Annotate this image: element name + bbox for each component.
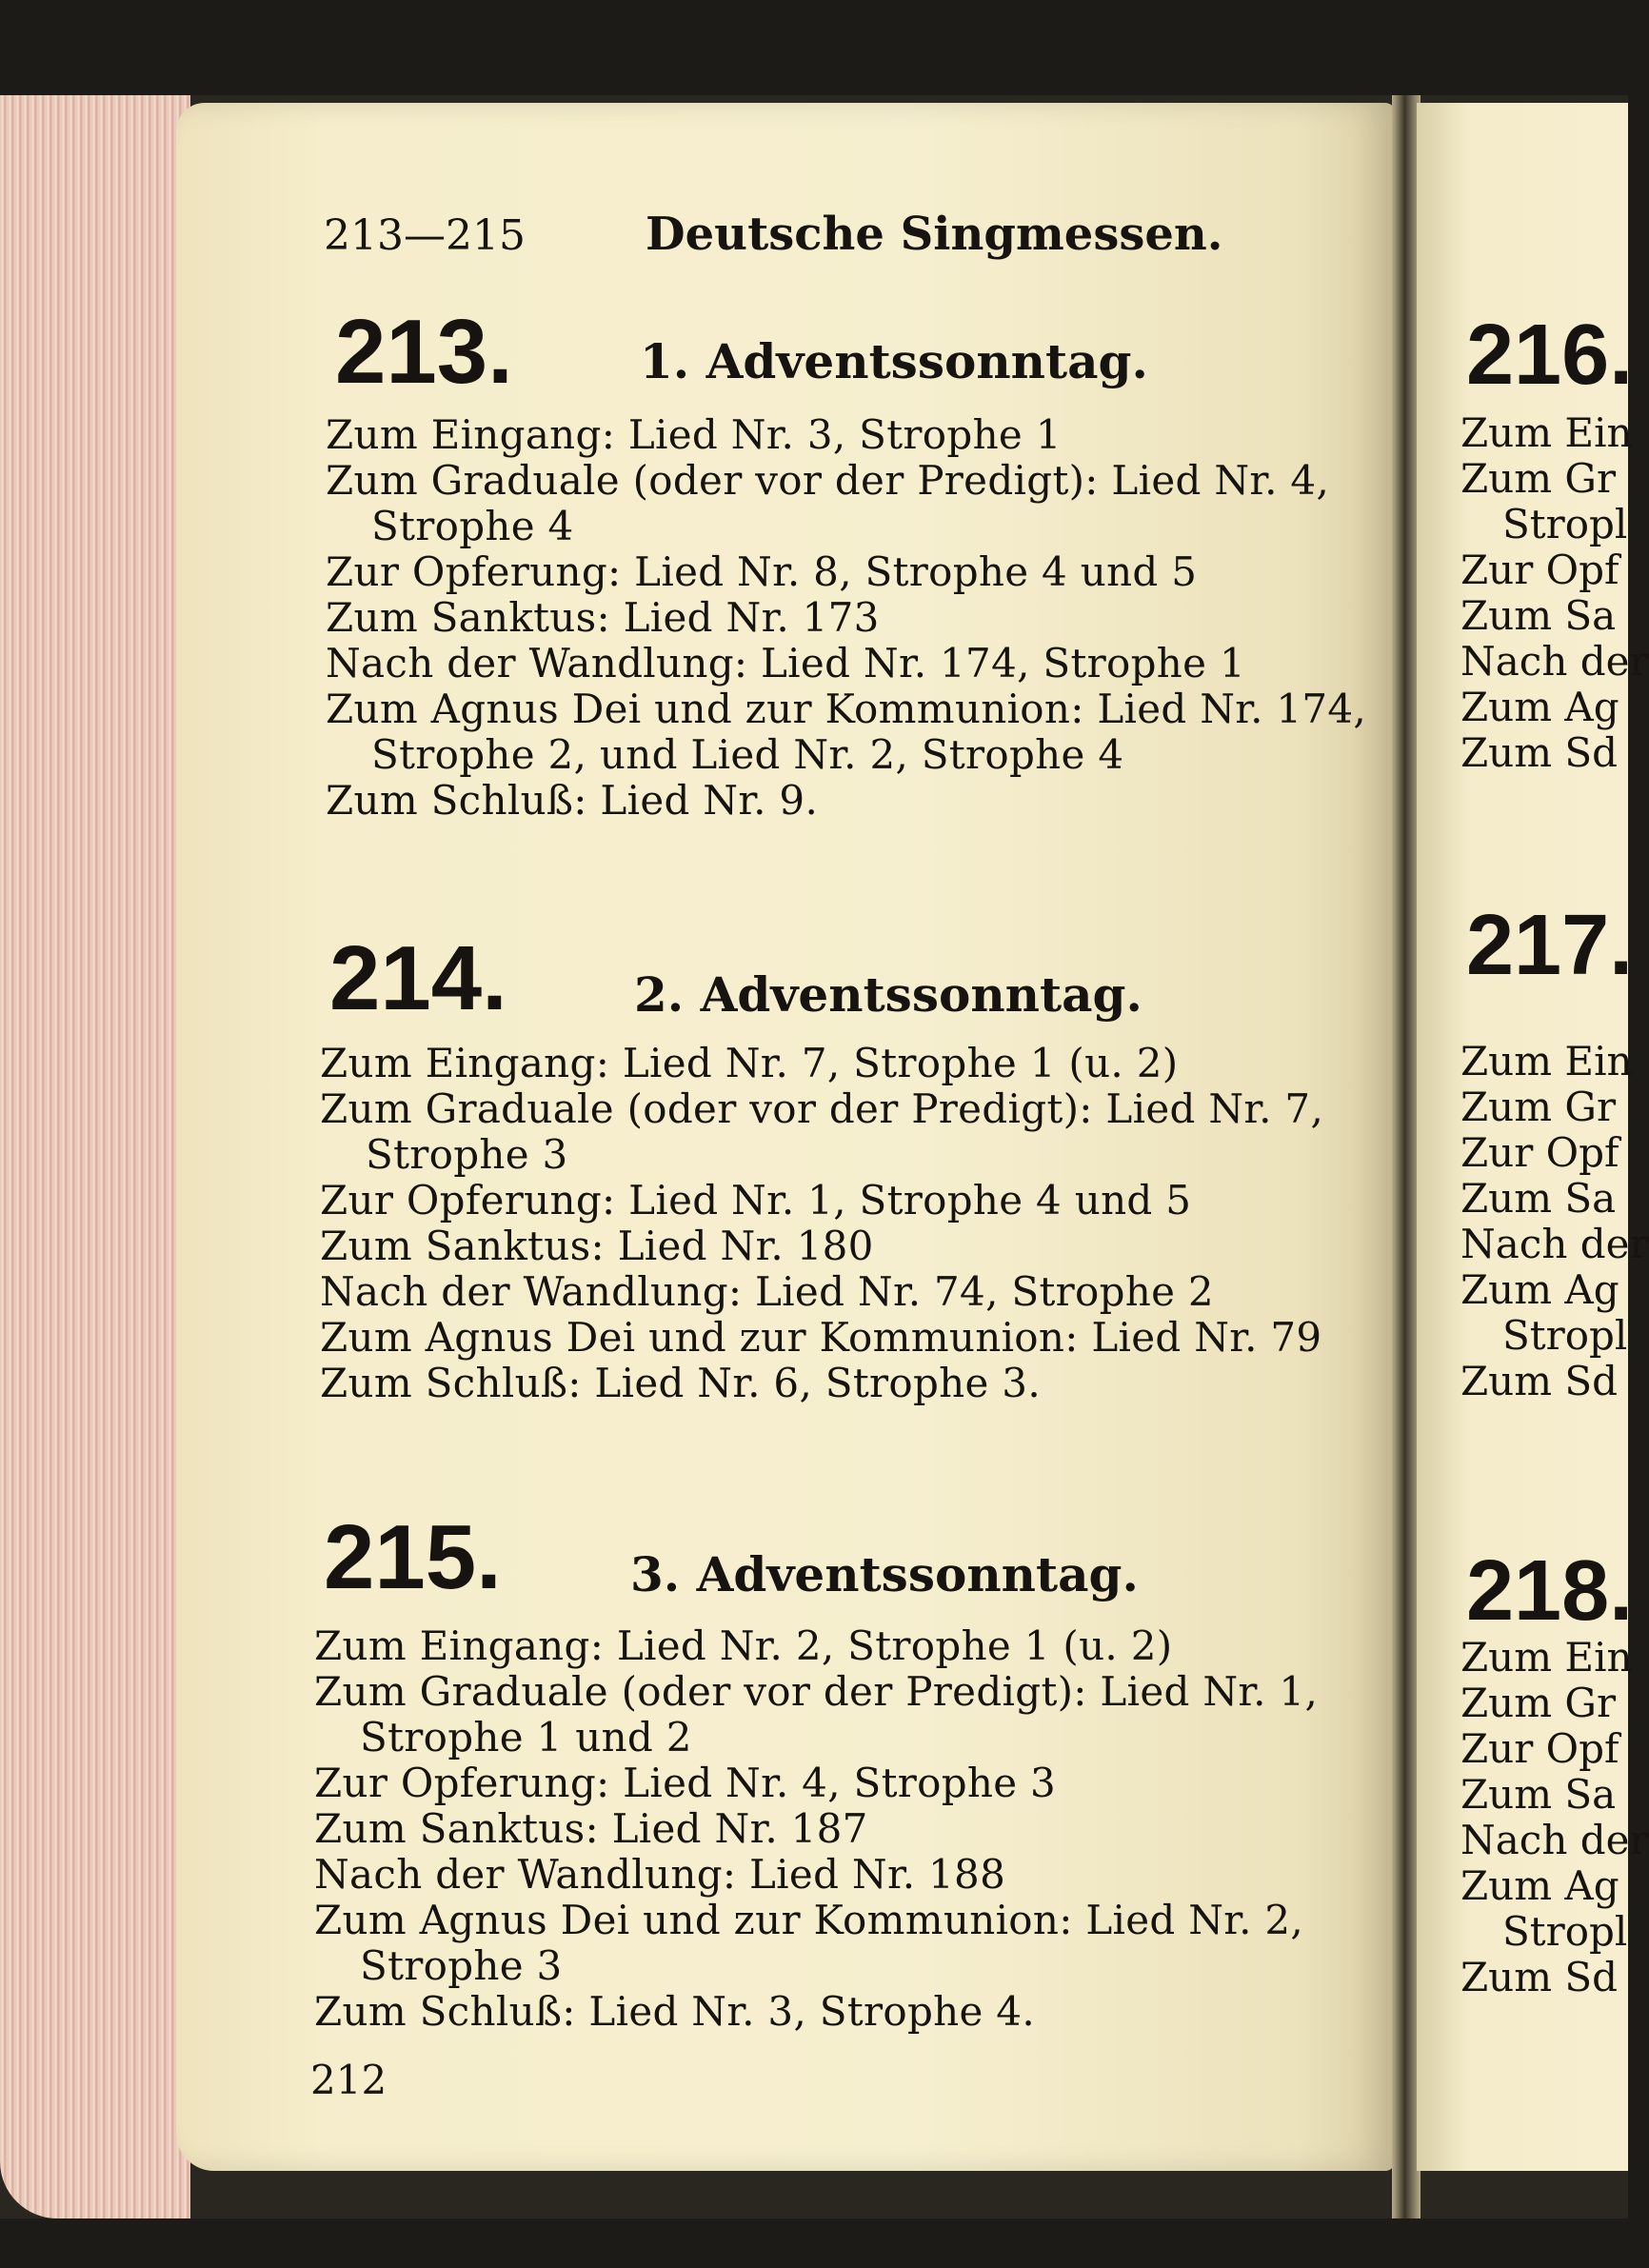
right-section-217-line: Stropl	[1502, 1312, 1628, 1359]
section-213-line: Zur Opferung: Lied Nr. 8, Strophe 4 und 5	[326, 548, 1198, 595]
section-214-line: Zum Schluß: Lied Nr. 6, Strophe 3.	[320, 1360, 1041, 1406]
section-215-line: Zum Agnus Dei und zur Kommunion: Lied Nr. 2,	[314, 1897, 1304, 1943]
right-section-216-line: Zum Ag	[1460, 684, 1619, 730]
section-215-line: Zum Eingang: Lied Nr. 2, Strophe 1 (u. 2)	[314, 1622, 1173, 1669]
right-section-217-line: Zum Gr	[1460, 1084, 1617, 1130]
right-section-217-line: Zum Ein	[1460, 1038, 1633, 1084]
right-section-218-line: Zum Gr	[1460, 1680, 1617, 1726]
right-section-216-line: Zum Gr	[1460, 455, 1617, 502]
right-section-217-line: Zum Sd	[1460, 1358, 1619, 1404]
section-215-line: Zum Sanktus: Lied Nr. 187	[314, 1805, 868, 1852]
right-section-216-line: Nach der	[1460, 638, 1649, 685]
section-214-line: Zur Opferung: Lied Nr. 1, Strophe 4 und 5	[320, 1177, 1192, 1224]
section-214-line: Zum Agnus Dei und zur Kommunion: Lied Nr. 79	[320, 1314, 1322, 1361]
right-section-218-line: Zum Sa	[1460, 1771, 1617, 1818]
header-title: Deutsche Singmessen.	[646, 208, 1223, 261]
right-section-number-216: 216.	[1466, 308, 1634, 403]
right-section-218-line: Zur Opf	[1460, 1725, 1619, 1772]
section-214-line: Zum Graduale (oder vor der Predigt): Lied Nr. 7,	[320, 1085, 1324, 1132]
right-section-number-218: 218.	[1466, 1543, 1634, 1639]
section-214-line: Zum Sanktus: Lied Nr. 180	[320, 1223, 874, 1269]
right-section-218-line: Zum Ein	[1460, 1634, 1633, 1681]
right-section-218-line: Nach der	[1460, 1817, 1649, 1863]
right-section-number-217: 217.	[1466, 898, 1634, 993]
section-number-215: 215.	[324, 1506, 502, 1608]
section-215-line: Zum Schluß: Lied Nr. 3, Strophe 4.	[314, 1988, 1035, 2035]
right-section-218-line: Zum Sd	[1460, 1954, 1619, 2000]
right-section-217-line: Zum Ag	[1460, 1266, 1619, 1313]
section-title-213: 1. Adventssonntag.	[640, 333, 1148, 389]
section-213-line: Zum Graduale (oder vor der Predigt): Lied Nr. 4,	[326, 457, 1330, 504]
right-page-content	[1417, 95, 1649, 2218]
section-213-line: Zum Schluß: Lied Nr. 9.	[326, 777, 819, 824]
section-number-214: 214.	[329, 927, 507, 1029]
section-215-line: Strophe 1 und 2	[360, 1714, 692, 1761]
section-title-215: 3. Adventssonntag.	[630, 1546, 1139, 1602]
section-213-line: Zum Eingang: Lied Nr. 3, Strophe 1	[326, 411, 1062, 458]
section-213-line: Strophe 4	[371, 503, 574, 549]
section-215-line: Nach der Wandlung: Lied Nr. 188	[314, 1851, 1006, 1898]
right-section-216-line: Zum Sa	[1460, 592, 1617, 639]
section-number-213: 213.	[335, 301, 513, 403]
section-213-line: Nach der Wandlung: Lied Nr. 174, Strophe 1	[326, 640, 1245, 686]
header-range: 213—215	[324, 211, 526, 260]
right-section-216-line: Stropl	[1502, 501, 1628, 547]
right-section-217-line: Zur Opf	[1460, 1129, 1619, 1176]
right-section-216-line: Zum Ein	[1460, 409, 1633, 456]
section-215-line: Strophe 3	[360, 1942, 563, 1989]
page-number: 212	[310, 2057, 387, 2103]
section-title-214: 2. Adventssonntag.	[634, 966, 1142, 1023]
page-edges	[0, 95, 190, 2218]
right-section-218-line: Zum Ag	[1460, 1862, 1619, 1909]
section-213-line: Strophe 2, und Lied Nr. 2, Strophe 4	[371, 731, 1124, 778]
section-213-line: Zum Sanktus: Lied Nr. 173	[326, 594, 880, 641]
right-section-217-line: Nach der	[1460, 1221, 1649, 1267]
right-section-216-line: Zur Opf	[1460, 547, 1619, 593]
right-section-218-line: Stropl	[1502, 1908, 1628, 1955]
section-214-line: Nach der Wandlung: Lied Nr. 74, Strophe 2	[320, 1268, 1214, 1315]
section-213-line: Zum Agnus Dei und zur Kommunion: Lied Nr. 174,	[326, 686, 1367, 732]
section-215-line: Zum Graduale (oder vor der Predigt): Lied Nr. 1,	[314, 1668, 1319, 1715]
section-214-line: Zum Eingang: Lied Nr. 7, Strophe 1 (u. 2)	[320, 1040, 1179, 1086]
section-214-line: Strophe 3	[366, 1131, 568, 1178]
section-215-line: Zur Opferung: Lied Nr. 4, Strophe 3	[314, 1760, 1057, 1806]
right-section-216-line: Zum Sd	[1460, 729, 1619, 776]
right-section-217-line: Zum Sa	[1460, 1175, 1617, 1222]
